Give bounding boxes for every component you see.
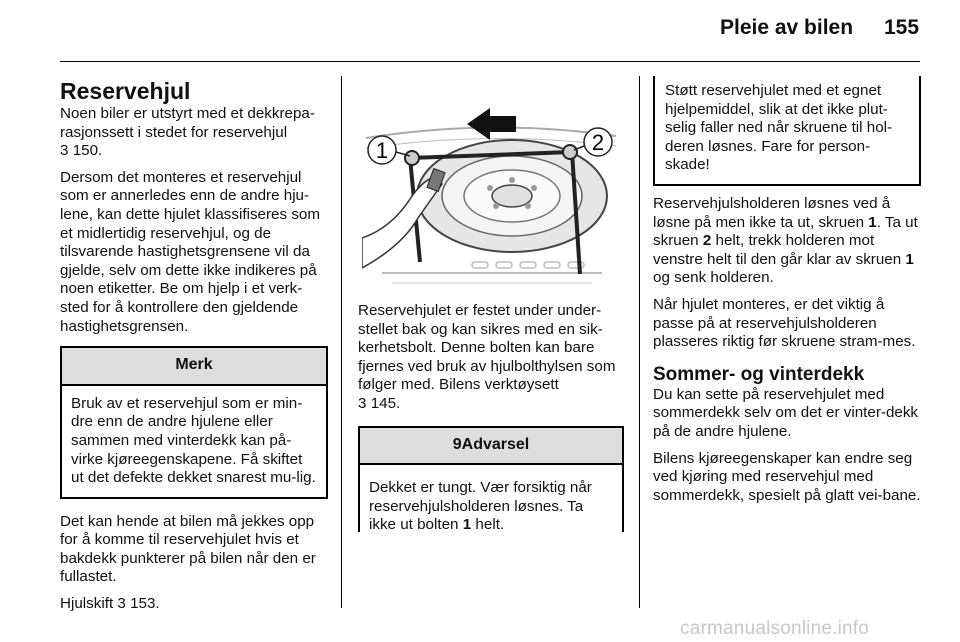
paragraph-mounting: Når hjulet monteres, er det viktig å passe på at reservehjulsholderen plasseres riktig før skruene stram-mes. [653, 295, 916, 351]
page-number: 155 [884, 16, 920, 39]
ref-arrow-icon: 3 [60, 142, 69, 160]
page-ref-145[interactable]: 145. [370, 394, 401, 412]
section-heading-reservehjul: Reservehjul [60, 78, 191, 104]
paragraph-temporary-spare: Dersom det monteres et reservehjul som er annerledes enn de andre hju-lene, kan dette hjulet klassifiseres som et midlertidig reservehjul, og de tilsvarende hastighetsgrensene vil da gjelde, selv om dette ikke indikeres på noen etiketter. Be om hjelp i et verk-sted for å kontrollere den gjeldende hastighetsgrensen. [60, 168, 321, 335]
warning-title: Advarsel [461, 435, 530, 453]
warning-continued-box [653, 76, 921, 186]
page-header-title: Pleie av bilen [720, 16, 854, 39]
warning-box [358, 426, 624, 532]
paragraph-intro: Noen biler er utstyrt med et dekkrepa-rasjonssett i stedet for reservehjul 3 150. [60, 105, 315, 160]
note-body: Bruk av et reservehjul som er min-dre enn de andre hjulene eller sammen med vinterdekk kan på-virke kjøreegenskapene. Få skiftet ut det defekte dekket snarest mu-lig. [71, 394, 316, 487]
ref-arrow-icon: 3 [358, 394, 367, 412]
watermark: carmanualsonline.info [680, 618, 870, 639]
paragraph-summer-tyres: Du kan sette på reservehjulet med sommerdekk selv om det er vinter-dekk på de andre hjulene. [653, 385, 919, 440]
page-ref-150[interactable]: 150. [72, 142, 103, 160]
note-title: Merk [62, 348, 326, 386]
column-divider-left [341, 76, 342, 608]
paragraph-jack-up: Det kan hende at bilen må jekkes opp for å komme til reservehjulet hvis et bakdekk punkterer på bilen når den er fullastet. [60, 512, 316, 586]
right-column [653, 76, 921, 513]
paragraph-handling: Bilens kjøreegenskaper kan endre seg ved kjøring med reservehjul med sommerdekk, spesielt på glatt vei-bane. [653, 449, 921, 504]
paragraph-security-bolt: Reservehjulet er festet under under-stellet bak og kan sikres med en sik-kerhetsbolt. Denne bolten kan bare fjernes ved bruk av hjulbolthylsen som følger med. Bilens verktøysett 3 145. [358, 302, 616, 412]
middle-column [358, 302, 624, 532]
left-column [60, 78, 328, 622]
callout-1: 1 [375, 138, 389, 163]
page-ref-153[interactable]: 153. [130, 595, 160, 613]
paragraph-loosen-holder: Reservehjulsholderen løsnes ved å løsne på men ikke ta ut, skruen 1. Ta ut skruen 2 helt, trekk holderen mot venstre helt til den går klar av skruen 1 og senk holderen. [653, 194, 918, 287]
warning-body: Dekket er tungt. Vær forsiktig når reservehjulsholderen løsnes. Ta ikke ut bolten 1 helt. [369, 479, 592, 534]
note-box [60, 346, 328, 499]
warning-continued-text: Støtt reservehjulet med et egnet hjelpemiddel, slik at det ikke plut-selig faller ned når skruene til hol-deren løsnes. Fare for person-skade! [665, 82, 893, 174]
warning-triangle-icon: 9 [452, 435, 462, 453]
section-heading-sommer-vinterdekk: Sommer- og vinterdekk [653, 363, 865, 385]
warning-header [360, 428, 622, 466]
paragraph-wheel-change: Hjulskift 3 153. [60, 595, 160, 613]
callout-2: 2 [591, 130, 605, 155]
header-divider [60, 61, 920, 62]
spare-wheel-illustration [362, 78, 620, 296]
column-divider-right [639, 76, 640, 608]
ref-arrow-icon: 3 [117, 595, 126, 613]
